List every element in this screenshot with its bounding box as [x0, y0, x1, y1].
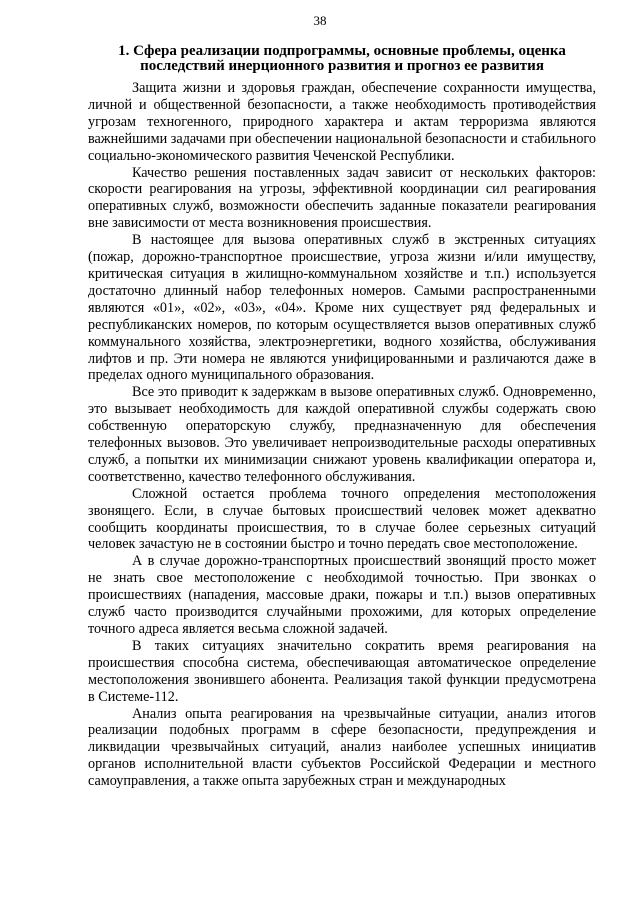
paragraph-5: Сложной остается проблема точного определения местоположения звонящего. Если, в случае бытовых происшествий человек может адекватно сообщить координаты происшествия, то в случае более серьезных ситуаций человек зачастую не в состоянии быстро и точно передать свое местоположение.: [88, 485, 596, 553]
document-body: [88, 44, 596, 790]
paragraph-6: А в случае дорожно-транспортных происшествий звонящий просто может не знать свое местоположение с необходимой точностью. При звонках о происшествиях (нападения, массовые драки, пожары и т.п.) вызов оперативных служб часто производится случайными прохожими, для которых определение точного адреса является весьма сложной задачей.: [88, 553, 596, 637]
paragraph-2: Качество решения поставленных задач зависит от нескольких факторов: скорости реагирования на угрозы, эффективной координации сил реагирования оперативных служб, возможности обеспечить заданные показатели реагирования вне зависимости от места возникновения происшествия.: [88, 164, 596, 232]
paragraph-8: Анализ опыта реагирования на чрезвычайные ситуации, анализ итогов реализации подобных программ в сфере безопасности, предупреждения и ликвидации чрезвычайных ситуаций, анализ наиболее успешных инициатив органов исполнительной власти субъектов Российской Федерации и местного самоуправления, а также опыта зарубежных стран и международных: [88, 705, 596, 790]
paragraph-4: Все это приводит к задержкам в вызове оперативных служб. Одновременно, это вызывает необходимость для каждой оперативной службы содержать свою собственную операторскую службу, предназначенную для обеспечения телефонных вызовов. Это увеличивает непроизводительные расходы оперативных служб, а попытки их минимизации снижают уровень квалификации оператора и, соответственно, качество телефонного обслуживания.: [88, 384, 596, 485]
paragraph-3: В настоящее для вызова оперативных служб в экстренных ситуациях (пожар, дорожно-транспортное происшествие, угроза жизни и/или имуществу, критическая ситуация в жилищно-коммунальном хозяйстве и т.п.) используется достаточно длинный набор телефонных номеров. Самыми распространенными являются «01», «02», «03», «04». Кроме них существует ряд федеральных и республиканских номеров, по которым осуществляется вызов оперативных служб коммунального хозяйства, электроэнергетики, водного хозяйства, обслуживания лифтов и пр. Эти номера не являются унифицированными и различаются даже в пределах одного муниципального образования.: [88, 232, 596, 384]
paragraph-1: Защита жизни и здоровья граждан, обеспечение сохранности имущества, личной и общественной безопасности, а также необходимость противодействия угрозам техногенного, природного характера и актам терроризма являются важнейшими задачами при обеспечении национальной безопасности и стабильного социально-экономического развития Чеченской Республики.: [88, 80, 596, 164]
page-number: 38: [313, 13, 327, 28]
section-heading: 1. Сфера реализации подпрограммы, основные проблемы, оценка последствий инерционного развития и прогноз ее развития: [118, 43, 566, 74]
paragraph-7: В таких ситуациях значительно сократить время реагирования на происшествия способна система, обеспечивающая автоматическое определение местоположения звонившего абонента. Реализация такой функции предусмотрена в Системе-112.: [88, 637, 596, 705]
